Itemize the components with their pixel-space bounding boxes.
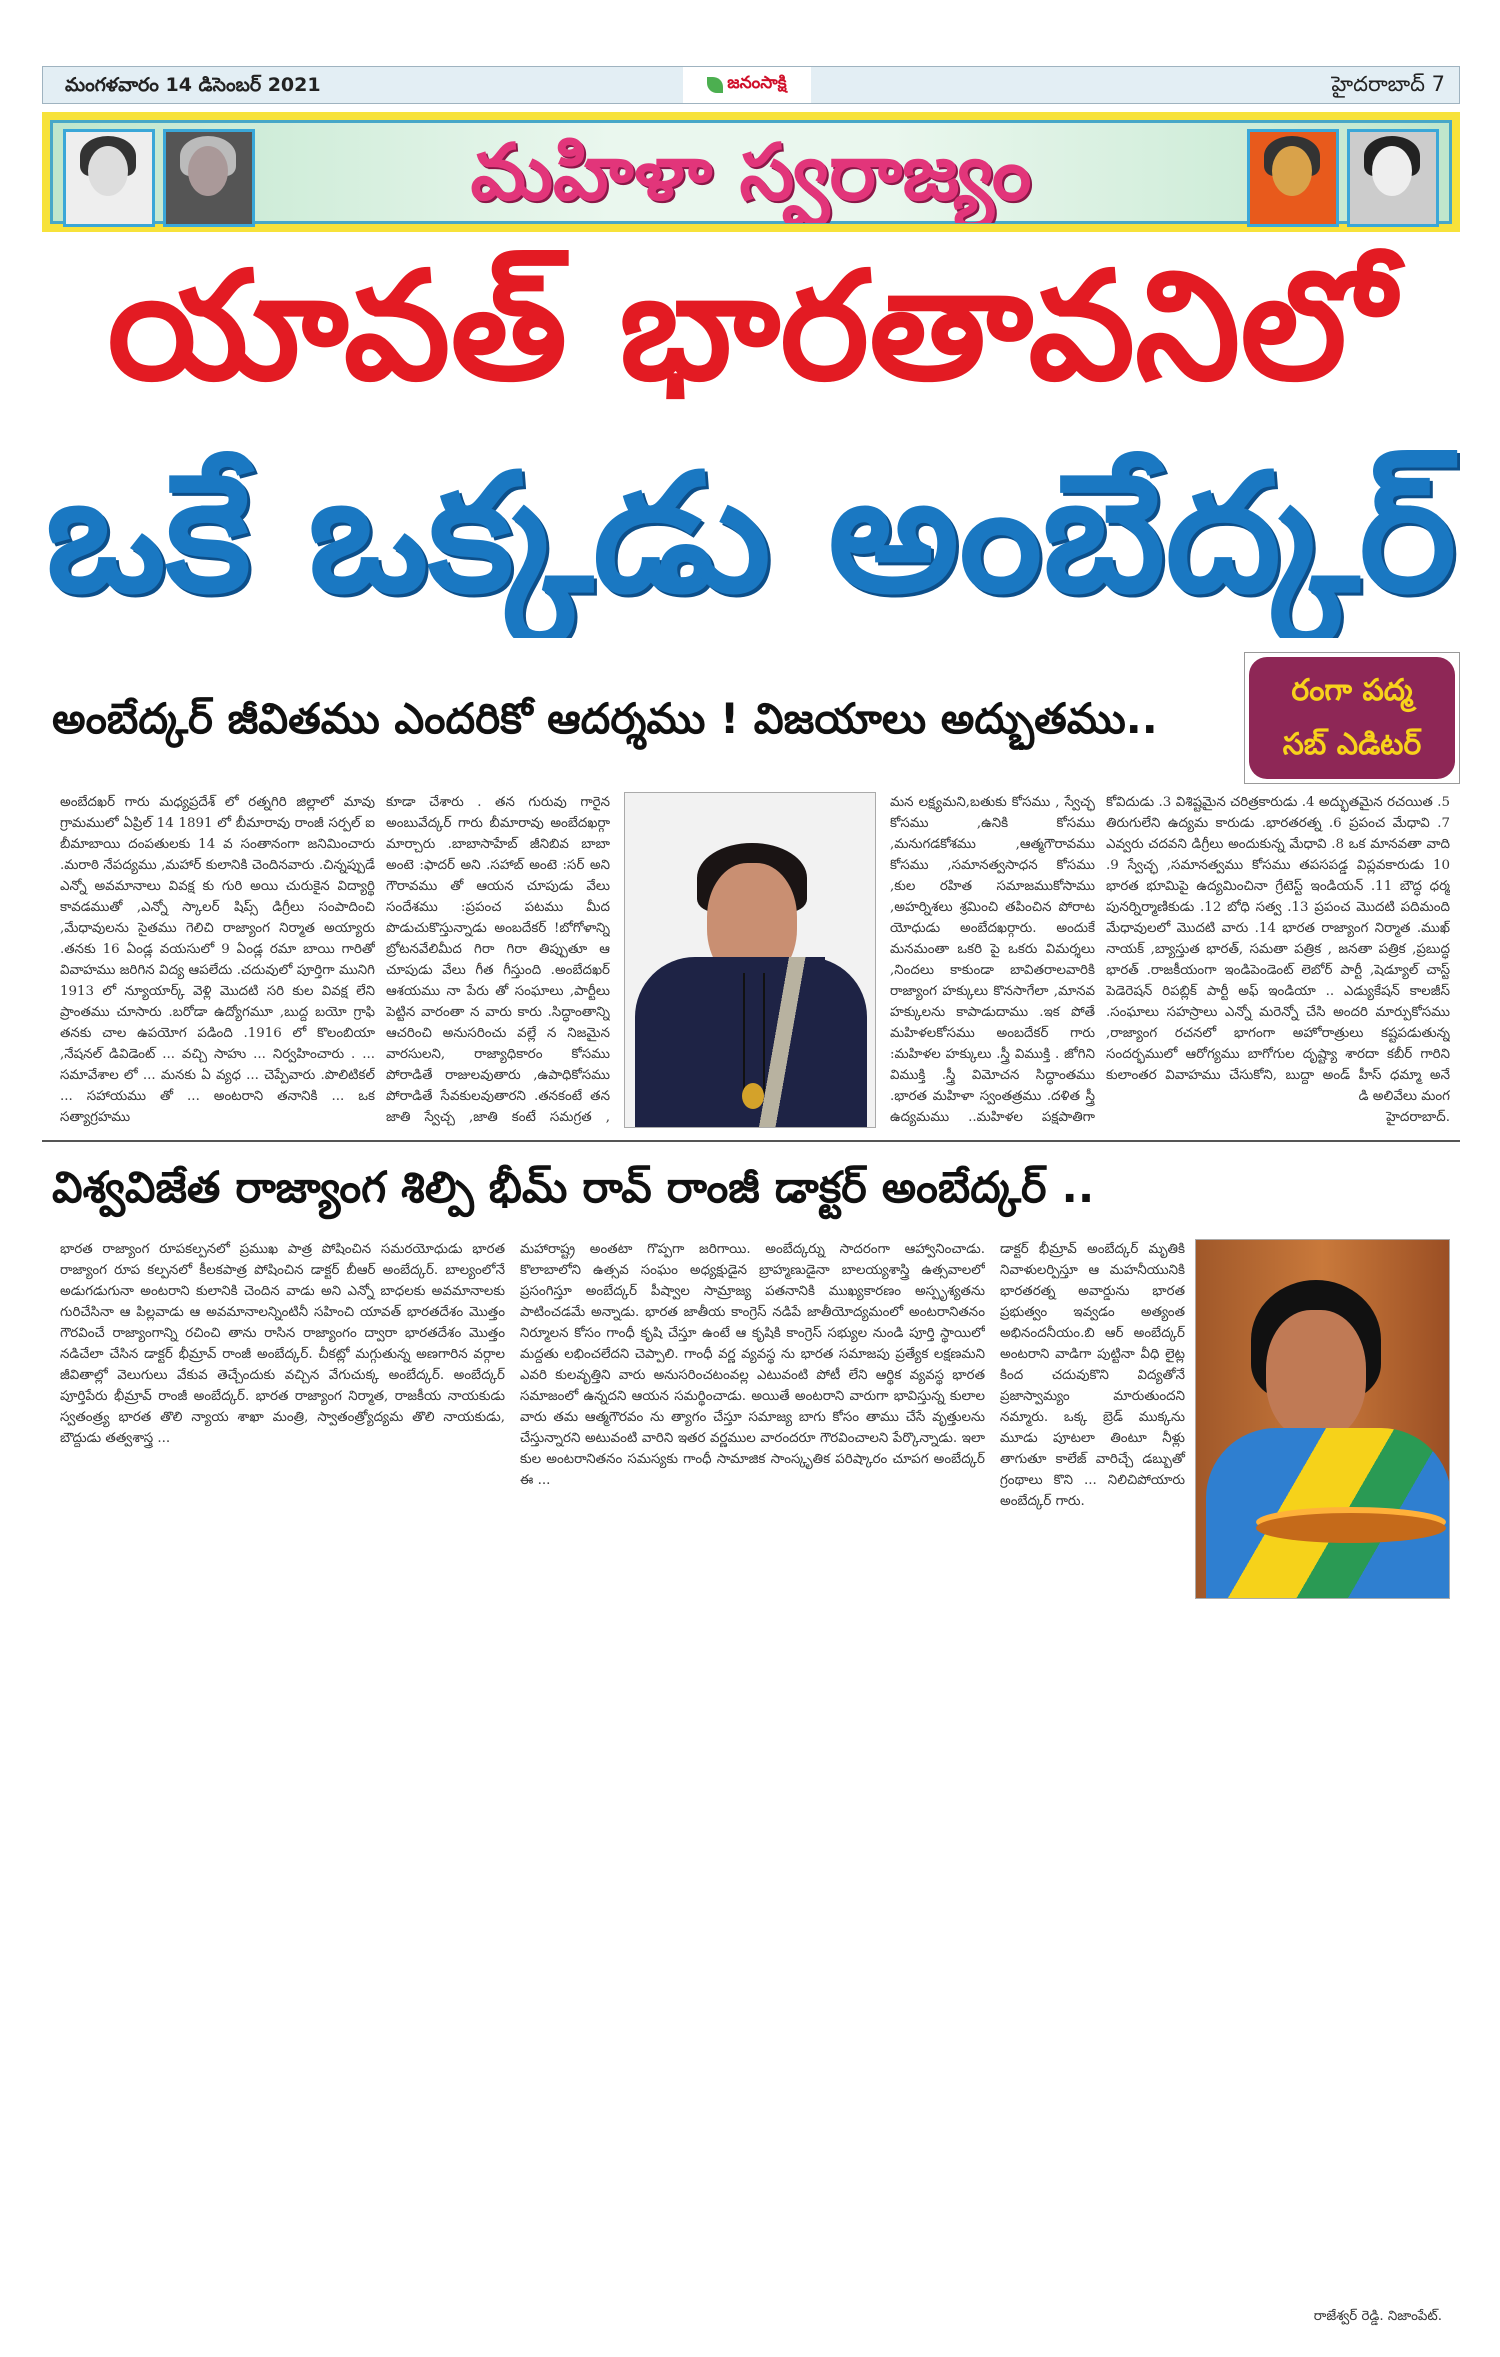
article1-subheading: అంబేద్కర్ జీవితము ఎందరికో ఆదర్శము ! విజయాలు అద్భుతము.. [52, 693, 1158, 743]
article2-column-2: మహారాష్ట్ర అంతటా గొప్పగా జరిగాయి. అంబేద్కర్ను సాదరంగా ఆహ్వానించాడు. కొలాబాలోని ఉత్సవ సంఘం అధ్యక్షుడైన బ్రాహ్మణుడైనా బాలయ్యశాస్త్రి ఉత్సవాలలో ప్రసంగిస్తూ అంబేద్కర్ పీష్వాల సామ్రాజ్య పతనానికి ముఖ్యకారణం అస్పృశ్యతను పాటించడమే అన్నాడు. భారత జాతీయ కాంగ్రెస్ నడిపే జాతీయోద్యమంలో అంటరానితనం నిర్మూలన కోసం గాంధీ కృషి చేస్తూ ఉంటే ఆ కృషికి కాంగ్రెస్ సభ్యుల నుండి పూర్తి స్థాయిలో మద్దతు లభించలేదని చెప్పాలి. గాంధీ వర్ణ వ్యవస్థ ను భారత సమాజపు ప్రత్యేక లక్షణమని ఎవరి కులవృత్తిని వారు అనుసరించటంవల్ల ఎటువంటి పోటీ లేని ఆర్థిక వ్యవస్థ భారత సమాజంలో ఉన్నదని ఆయన సమర్థించాడు. అయితే అంటరాని వారుగా భావిస్తున్న కులాల వారు తమ ఆత్మగౌరవం ను త్యాగం చేస్తూ సమాజ్య బాగు కోసం తాము చేసే వృత్తులను చేస్తున్నారని అటువంటి వారిని ఇతర వర్ణముల వారందరూ గౌరవించాలని పేర్కొన్నాడు. ఇలా కుల అంటరానితనం సమస్యకు గాంధీ సామాజిక సాంస్కృతిక పరిష్కారం చూపగ అంబేద్కర్ ఈ ... [520, 1242, 985, 1489]
article1-column-4-wrapper [1106, 792, 1450, 1128]
article1-signature-place: హైదరాబాద్. [1386, 1110, 1450, 1126]
article1-signature-name: డి అలివేలు మంగ [1358, 1089, 1450, 1105]
edition-page-number: హైదరాబాద్ 7 [1331, 72, 1445, 96]
article1-column-2: కూడా చేశారు . తన గురువు గారైన అంబువేద్కర్ గారు బీమారావు అంబేదఖర్గా మార్చారు .బాబాసాహేబ్ జీనిబివ బాబా అంటె :ఫాదర్ అని .సహాబ్ అంటె :సర్ అని గౌరావము తో ఆయన చూపుడు వేలు సందేశము :ప్రపంచ పటము మీద పొడుచుకొస్తున్నాడు అంబదేకర్ !బోగోళాన్ని బ్రోటనవేలిమీద గిరా గిరా తిప్పుతూ ఆ చూపుడు వేలు గీత గీస్తుంది .అంబేదఖర్ ఆశయము నా పేరు తో సంఘాలు ,పార్టీలు పెట్టిన వారంతా న వారు కారు .సిద్ధాంతాన్ని ఆచరించి అనుసరించు వల్లే న నిజమైన వారసులని, రాజ్యాధికారం కోసము పోరాడితే రాజులవుతారు ,ఉపాధికోసము పోరాడితే సేవకులవుతారని .తనకంటే తన జాతి స్వేచ్చ ,జాతి కంటే సమగ్రత , [386, 795, 610, 1126]
page-header-bar [42, 66, 1460, 104]
article2-body [42, 1239, 1460, 2300]
portrait-image [1347, 129, 1439, 227]
author-role: సబ్ ఎడిటర్ [1282, 727, 1422, 763]
article2-subheading: విశ్వవిజేత రాజ్యాంగ శిల్పి భీమ్ రావ్ రాంజీ డాక్టర్ అంబేద్కర్ .. [52, 1163, 1095, 1214]
section-divider [42, 1140, 1460, 1142]
newspaper-logo [683, 67, 811, 103]
article2-column-3: డాక్టర్ భీమ్రావ్ అంబేద్కర్ మృతికి నివాళులర్పిస్తూ ఆ మహనీయునికి భారతరత్న అవార్డును భారత ప్రభుత్వం ఇవ్వడం అత్యంత అభినందనీయం.బి ఆర్ అంబేద్కర్ అంటరాని వాడిగా పుట్టినా వీధి లైట్ల కింద చదువుకొని విద్యతోనే ప్రజాస్వామ్యం మారుతుందని నమ్మారు. ఒక్క బ్రెడ్ ముక్కను మూడు పూటలా తింటూ నీళ్లు తాగుతూ కాలేజ్ వారిచ్చే డబ్బుతో గ్రంథాలు కొని ... నిలిచిపోయారు అంబేద్కర్ గారు. [1000, 1239, 1450, 2300]
portrait-image [163, 129, 255, 227]
portrait-image [1247, 129, 1339, 227]
issue-date: మంగళవారం 14 డిసెంబర్ 2021 [65, 74, 321, 96]
headline-line-1: యావత్ భారతావనిలో [107, 240, 1395, 414]
leaf-icon [707, 77, 723, 93]
section-banner [42, 112, 1460, 232]
article2-signature: రాజేశ్వర్ రెడ్డి. నిజాంపేట్. [1313, 2309, 1442, 2324]
author-photo [1195, 1239, 1450, 1599]
article2-column-1: భారత రాజ్యాంగ రూపకల్పనలో ప్రముఖ పాత్ర పోషించిన సమరయోధుడు భారత రాజ్యాంగ రూప కల్పనలో కీలకపాత్ర పోషించిన డాక్టర్ బీఆర్ అంబేద్కర్. బాల్యంలోనే అడుగడుగునా అంటరాని కులానికి చెందిన వాడు అని ఎన్నో బాధలకు అవమానాలకు గురిచేసినా ఆ పిల్లవాడు ఆ అవమానాలన్నింటినీ సహించి యావత్ భారతదేశం మొత్తం గౌరవించే రాజ్యాంగాన్ని రచించి తాను రాసిన రాజ్యాంగం ద్వారా భారతదేశం మొత్తం నడిచేలా చేసిన డాక్టర్ భీమ్రావ్ రాంజీ అంబేద్కర్. చీకట్లో మగ్గుతున్న అణగారిన వర్గాల జీవితాల్లో వెలుగులు వేకువ తెచ్చేందుకు వచ్చిన వేగుచుక్క అంబేద్కర్. అంబేద్కర్ పూర్తిపేరు భీమ్రావ్ రాంజీ అంబేద్కర్. భారత రాజ్యాంగ నిర్మాత, రాజకీయ నాయకుడు స్వతంత్ర్య భారత తొలి న్యాయ శాఖా మంత్రి, స్వాతంత్ర్యోద్యమ తొలి నాయకుడు, బౌద్దుడు తత్వశాస్త్ర ... [60, 1242, 505, 1447]
section-title: మహిళా స్వరాజ్యం [470, 128, 1032, 218]
article1-column-3: మన లక్ష్యమని,బతుకు కోసము , స్వేచ్ఛ కోసము ,ఉనికి కోసము ,మనుగడకోశము ,ఆత్మగౌరావము కోసము ,సమానత్వసాధన కోసము ,కుల రహిత సమాజముకోసాము ,అహర్నిశలు శ్రమించి తపించిన పోరాట యోధుడు అంబేదఖర్గారు. అందుకే మనమంతా ఒకరి పై ఒకరు విమర్శలు ,నిందలు కాకుండా బావితరాలవారికి రాజ్యాంగ హక్కులు కొనసాగేలా ,మానవ హక్కులను కాపాడుదాము .ఇక పోతే మహిళలకోసము అంబదేకర్ గారు :మహిళల హక్కులు .స్త్రీ విముక్తి . జోగిని విముక్తి .స్త్రీ విమోచన సిద్ధాంతము .భారత మహిళా స్వంతత్రము .దళిత స్త్రీ ఉద్యమము ..మహిళల పక్షపాతిగా [890, 795, 1095, 1126]
author-photo [624, 792, 876, 1128]
headline-line-2: ఒకే ఒక్కడు అంబేద్కర్ [45, 437, 1457, 629]
article1-body [42, 792, 1460, 1128]
author-name: రంగా పద్మ [1291, 673, 1413, 709]
author-byline-box [1244, 652, 1460, 784]
article1-column-4: కోవిదుడు .3 విశిష్టమైన చరిత్రకారుడు .4 అద్భుతమైన రచయిత .5 తిరుగులేని ఉద్యమ కారుడు .భారతరత్న .6 ప్రపంచ మేధావి .7 ఎవ్వరు చదవని డిగ్రీలు అందుకున్న మేధావి .8 ఒక మానవతా వాది .9 స్వేచ్ఛ ,సమానత్వము కోసము తపసపడ్డ విప్లవకారుడు 10 భారత భూమిపై ఉద్యమించినా గ్రేటెస్ట్ ఇండియన్ .11 బౌద్ధ ధర్మ పునర్నిర్మాణికుడు .12 బోధి సత్వ .13 ప్రపంచ మొదటి పదిమంది మేధావులలో మొదటి వారు .14 భారత రాజ్యాంగ నిర్మాత .ముఖ్ నాయక్ ,బ్యాస్తుత భారత్, సమతా పత్రిక , జనతా పత్రిక ,ప్రబుద్ధ భారత్ .రాజకీయంగా ఇండిపెండెంట్ లెబోర్ పార్టీ ,షెడ్యూల్ చాస్ట్ పెడెరెషన్ రిపబ్లిక్ పార్టీ అఫ్ ఇండియా .. ఎడ్యుకేషన్ కాలజీస్ .సంఘాలు సహస్రాలు ఎన్నో మరెన్నో చేసి అందరి మార్పుకోసము ,రాజ్యాంగ రచనలో భాగంగా అహోరాత్రులు కష్టపడుతున్న సందర్భములో ఆరోగ్యము బాగోగుల దృష్ట్యా శారదా కబీర్ గారిని కులాంతర వివాహము చేసుకోని, బుద్దా అండ్ హీస్ ధమ్మా అనే [1106, 795, 1450, 1084]
portrait-image [63, 129, 155, 227]
logo-text: జనంసాక్షి [727, 73, 787, 93]
article1-column-1: అంబేదఖర్ గారు మధ్యప్రదేశ్ లో రత్నగిరి జిల్లాలో మావు గ్రామములో ఏప్రిల్ 14 1891 లో బీమారావు రాంజీ సర్పల్ ఐ బీమాబాయి దంపతులకు 14 వ సంతానంగా జనిమించారు .మరాఠి నేపద్యము ,మహార్ కులానికి చెందినవారు .చిన్నప్పుడే ఎన్నో అవమానాలు వివక్ష కు గురి అయి చురుకైన విద్యార్థి కావడముతో ,ఎన్నో స్కాలర్ షిప్స్ డిగ్రీలు సంపాదించి ,మేధావులను సైతము గెలిచి రాజ్యాంగ నిర్మాత అయ్యారు .తనకు 16 ఏండ్ల వయసులో 9 ఏండ్ల రమా బాయి గారితో వివాహము జరిగిన విద్య ఆపలేదు .చదువులో పూర్తిగా మునిగి 1913 లో న్యూయార్క్ వెళ్లి మొదటి సరి కుల వివక్ష లేని ప్రాంతము చూసారు .బరోడా ఉద్యోగమూ ,బుద్ద బయో గ్రాఫి తనకు చాల ఉపయోగ పడింది .1916 లో కొలంబియా ,నేషనల్ డివిడెంట్ ... వచ్చి సాహు ... నిర్వహించారు . ... సమావేశాల లో ... మనకు ఏ వ్యధ ... చెప్పేవారు .పొలిటికల్ ... సహాయము తో ... అంటరాని తనానికి ... ఒక సత్యాగ్రహము [60, 795, 375, 1126]
article1-heading-row [42, 652, 1460, 784]
